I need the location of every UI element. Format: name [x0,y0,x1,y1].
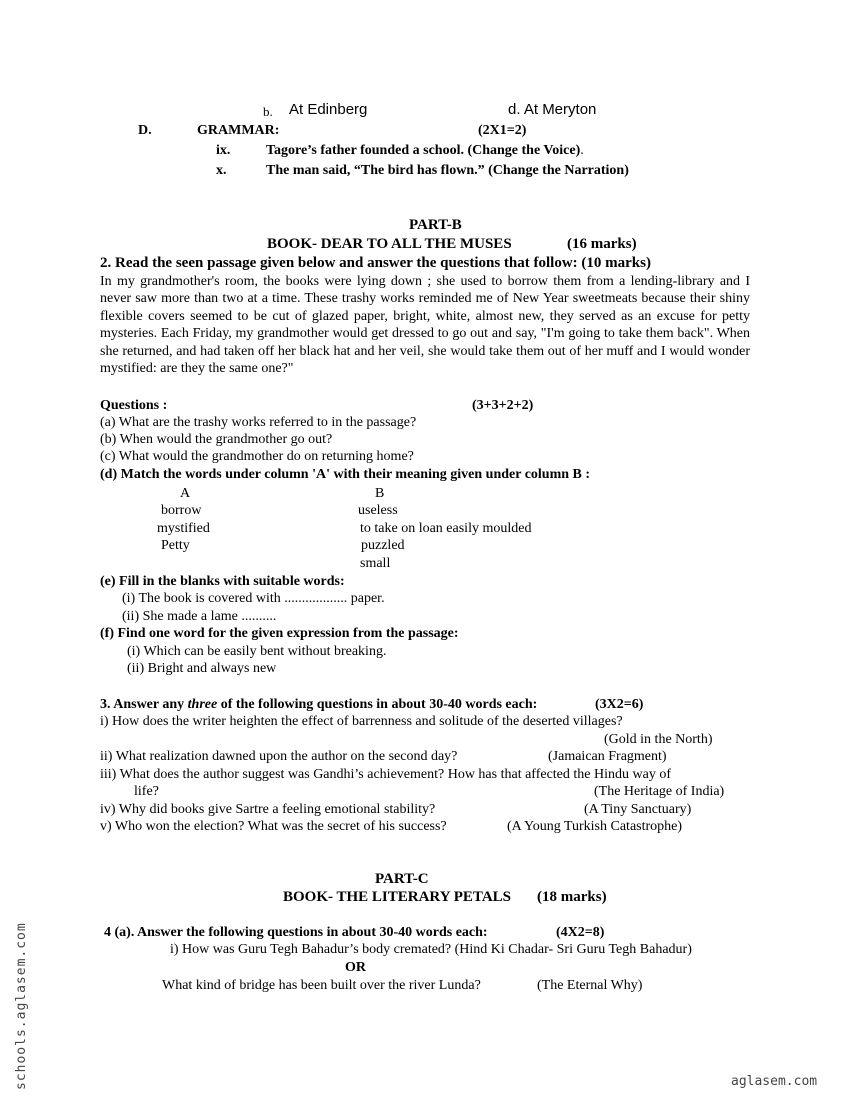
passage: In my grandmother's room, the books were lying down ; she used to borrow them from a lending-library and I never saw more than two at a time. These trashy works reminded me of New Year sweetmeats because their shiny flexible covers seemed to be cut of glazed paper, bright, white, almost new, they served as an excuse for petty mysteries. Each Friday, my grandmother would get dressed to go out and say, "I'm going to take them back". When she returned, and had taken off her black hat and her veil, she would take them out of her muff and I would wonder mystified: are they the same one?" [100,274,750,377]
questions-marks: (3+3+2+2) [472,398,534,413]
column-a-word: borrow [161,503,202,518]
grammar-item-text: The man said, “The bird has flown.” (Change the Narration) [266,163,629,178]
question-3-title-post: of the following questions in about 30-40 words each: [217,697,538,712]
part-b-book: BOOK- DEAR TO ALL THE MUSES [267,236,512,252]
part-c-heading: PART-C [375,871,429,887]
grammar-item-num: x. [216,163,227,178]
question-3-marks: (3X2=6) [595,697,644,712]
part-b-heading: PART-B [409,217,462,233]
question-3-iii-cont: life? [134,784,159,799]
side-watermark: schools.aglasem.com [14,922,29,1090]
part-b-book-marks: (16 marks) [567,236,637,252]
or-label: OR [345,960,366,975]
question-3-iii-source: (The Heritage of India) [594,784,725,799]
question-f: (f) Find one word for the given expression from the passage: [100,626,459,641]
question-d: (d) Match the words under column 'A' with their meaning given under column B : [100,467,591,482]
column-b-meaning: useless [358,503,398,518]
grammar-item-text: Tagore’s father founded a school. (Change the Voice) [266,143,581,158]
question-4-alt: What kind of bridge has been built over the river Lunda? [162,978,481,993]
option-d-text: d. At Meryton [508,101,597,118]
grammar-item [266,142,584,159]
bottom-watermark: aglasem.com [731,1074,818,1089]
grammar-letter: D. [138,123,152,138]
question-3-title [100,696,537,713]
grammar-item-num: ix. [216,143,231,158]
grammar-marks: (2X1=2) [478,123,527,138]
question-f-1: (i) Which can be easily bent without breaking. [127,644,387,659]
column-a-word: mystified [157,521,210,536]
question-3-iii: iii) What does the author suggest was Gandhi’s achievement? How has that affected the Hindu way of [100,767,671,782]
question-2-title: 2. Read the seen passage given below and answer the questions that follow: (10 marks) [100,255,651,271]
grammar-title: GRAMMAR: [197,123,280,138]
grammar-item-tail: . [580,143,584,158]
question-3-i-source: (Gold in the North) [604,732,713,747]
question-c: (c) What would the grandmother do on returning home? [100,449,414,464]
column-a-word: Petty [161,538,190,553]
question-3-v: v) Who won the election? What was the secret of his success? [100,819,447,834]
question-3-ii: ii) What realization dawned upon the author on the second day? [100,749,458,764]
question-4-marks: (4X2=8) [556,925,605,940]
question-3-iv-source: (A Tiny Sanctuary) [584,802,692,817]
column-b-meaning: small [360,556,391,571]
question-e-1: (i) The book is covered with .................. paper. [122,591,385,606]
question-3-iv: iv) Why did books give Sartre a feeling emotional stability? [100,802,436,817]
question-3-ii-source: (Jamaican Fragment) [548,749,667,764]
questions-label: Questions : [100,398,168,413]
column-b-heading: B [375,486,385,501]
part-c-book-marks: (18 marks) [537,889,607,905]
question-4-alt-source: (The Eternal Why) [537,978,643,993]
question-4-title: 4 (a). Answer the following questions in about 30-40 words each: [104,925,488,940]
question-e-2: (ii) She made a lame .......... [122,609,277,624]
question-b: (b) When would the grandmother go out? [100,432,333,447]
column-b-meaning: puzzled [361,538,405,553]
option-b-text: At Edinberg [289,101,368,118]
question-e: (e) Fill in the blanks with suitable words: [100,574,345,589]
question-f-2: (ii) Bright and always new [127,661,277,676]
option-b-label: b. [263,104,273,119]
part-c-book: BOOK- THE LITERARY PETALS [283,889,511,905]
column-a-heading: A [180,486,191,501]
question-a: (a) What are the trashy works referred to in the passage? [100,415,417,430]
question-3-v-source: (A Young Turkish Catastrophe) [507,819,683,834]
question-3-title-pre: 3. Answer any [100,697,188,712]
question-3-title-em: three [187,697,218,712]
question-3-i: i) How does the writer heighten the effect of barrenness and solitude of the deserted villages? [100,714,623,729]
column-b-meaning: to take on loan easily moulded [360,521,532,536]
question-4-i: i) How was Guru Tegh Bahadur’s body cremated? (Hind Ki Chadar- Sri Guru Tegh Bahadur) [170,942,692,957]
